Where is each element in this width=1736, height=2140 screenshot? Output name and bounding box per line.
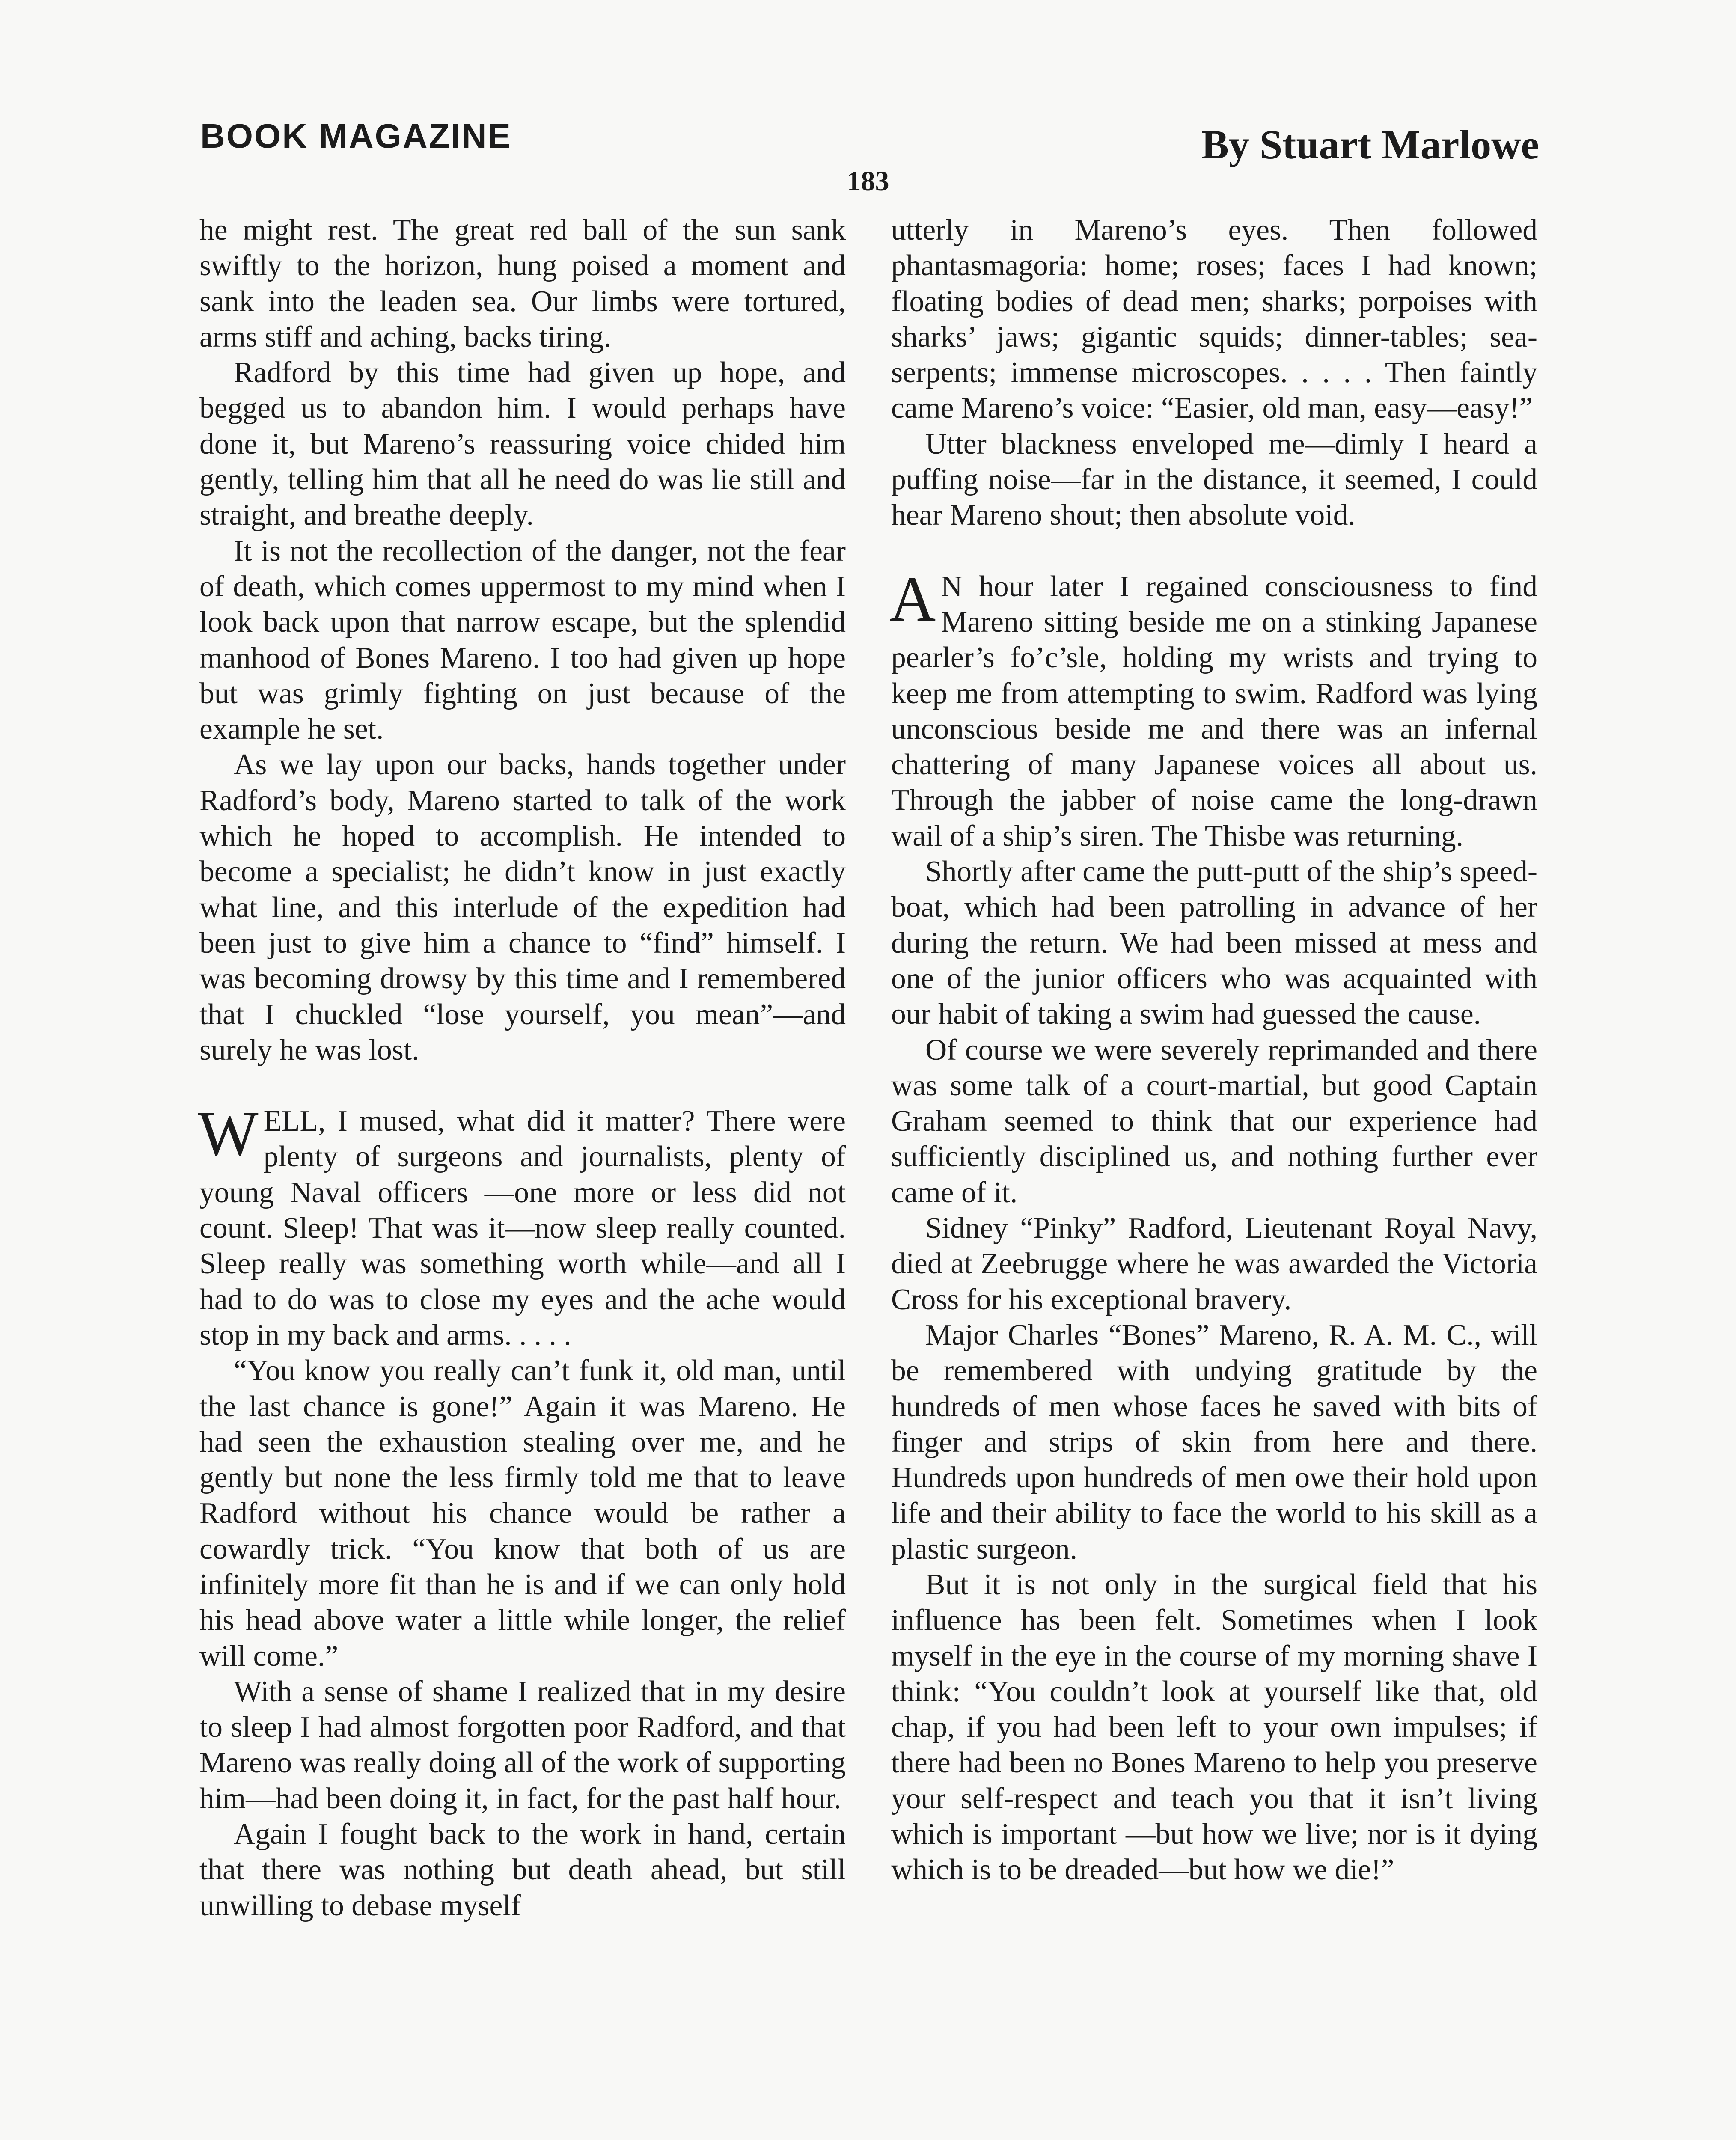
paragraph: Sidney “Pinky” Radford, Lieutenant Royal Navy, died at Zeebrugge where he was awarded the Victoria Cross for his exceptional bravery. [891, 1212, 1537, 1316]
paragraph: Of course we were severely reprimanded and there was some talk of a court-martial, but good Captain Graham seemed to think that our experience had sufficiently disciplined us, and nothing further ever came of it. [891, 1033, 1537, 1209]
paragraph: As we lay upon our backs, hands together under Radford’s body, Mareno started to talk of the work which he hoped to accomplish. He intended to become a specialist; he didn’t know in just exactly what line, and this interlude of the expedition had been just to give him a chance to “find” himself. I was becoming drowsy by this time and I remembered that I chuckled “lose yourself, you mean”—and surely he was lost. [199, 748, 846, 1067]
paragraph: But it is not only in the surgical field that his influence has been felt. Sometimes when I look myself in the eye in the course of my morning shave I think: “You couldn’t look at yourself like that, old chap, if you had been left to your own impulses; if there had been no Bones Mareno to help you preserve your self-respect and teach you that it isn’t living which is important —but how we live; nor is it dying which is to be dreaded—but how we die!” [891, 1568, 1537, 1887]
paragraph: Major Charles “Bones” Mareno, R. A. M. C., will be remembered with undying gratitude by the hundreds of men whose faces he saved with bits of finger and strips of skin from here and there. Hundreds upon hundreds of men owe their hold upon life and their ability to face the world to his skill as a plastic surgeon. [891, 1318, 1537, 1566]
paragraph: Radford by this time had given up hope, and begged us to abandon him. I would perhaps have done it, but Mareno’s reassuring voice chided him gently, telling him that all he need do was lie still and straight, and breathe deeply. [199, 356, 846, 532]
paragraph: With a sense of shame I realized that in my desire to sleep I had almost forgotten poor Radford, and that Mareno was really doing all of the work of supporting him—had been doing it, in fact, for the past half hour. [199, 1675, 846, 1815]
paragraph: Utter blackness enveloped me—dimly I heard a puffing noise—far in the distance, it seemed, I could hear Mareno shout; then absolute void. [891, 427, 1537, 532]
magazine-title: BOOK MAGAZINE [200, 117, 512, 155]
paragraph-text: ELL, I mused, what did it matter? There were plenty of surgeons and journalists, plenty of young Naval officers —one more or less did not count. Sleep! That was it—now sleep really counted. Sleep really was something worth while—and all I had to do was to close my eyes and the ache would stop in my back and arms. . . . . [199, 1105, 846, 1352]
section-paragraph [889, 563, 1537, 854]
section-paragraph [198, 1098, 846, 1353]
drop-cap: A [889, 563, 936, 635]
paragraph: he might rest. The great red ball of the sun sank swiftly to the horizon, hung poised a moment and sank into the leaden sea. Our limbs were tortured, arms stiff and aching, backs tiring. [199, 214, 846, 354]
left-column [199, 212, 846, 1923]
drop-cap: W [198, 1098, 259, 1170]
page-number: 183 [847, 166, 889, 197]
paragraph-text: N hour later I regained consciousness to find Mareno sitting beside me on a stinking Japanese pearler’s fo’c’sle, holding my wrists and trying to keep me from attempting to swim. Radford was lying unconscious beside me and there was an infernal chattering of many Japanese voices all about us. Through the jabber of noise came the long-drawn wail of a ship’s siren. The Thisbe was returning. [891, 570, 1537, 853]
paragraph: Shortly after came the putt-putt of the ship’s speed-boat, which had been patrolling in advance of her during the return. We had been missed at mess and one of the junior officers who was acquainted with our habit of taking a swim had guessed the cause. [891, 855, 1537, 1031]
paragraph: utterly in Mareno’s eyes. Then followed phantasmagoria: home; roses; faces I had known; floating bodies of dead men; sharks; porpoises with sharks’ jaws; gigantic squids; dinner-tables; sea-serpents; immense microscopes. . . . . Then faintly came Mareno’s voice: “Easier, old man, easy—easy!” [891, 214, 1537, 425]
paragraph: Again I fought back to the work in hand, certain that there was nothing but death ahead, but still unwilling to debase myself [199, 1818, 846, 1922]
paragraph: It is not the recollection of the danger, not the fear of death, which comes uppermost to my mind when I look back upon that narrow escape, but the splendid manhood of Bones Mareno. I too had given up hope but was grimly fighting on just because of the example he set. [199, 534, 846, 746]
right-column [891, 212, 1537, 1888]
byline: By Stuart Marlowe [1201, 122, 1539, 167]
paragraph: “You know you really can’t funk it, old man, until the last chance is gone!” Again it was Mareno. He had seen the exhaustion stealing over me, and he gently but none the less firmly told me that to leave Radford without his chance would be rather a cowardly trick. “You know that both of us are infinitely more fit than he is and if we can only hold his head above water a little while longer, the relief will come.” [199, 1354, 846, 1673]
